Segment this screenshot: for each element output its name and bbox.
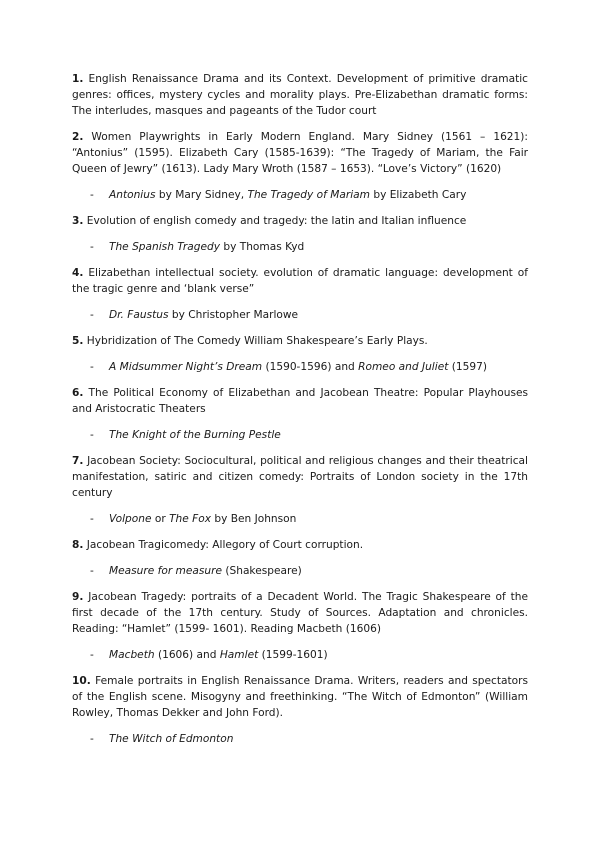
topic-text: The Political Economy of Elizabethan and Jacobean Theatre: Popular Playhouses and Aristocratic Theaters bbox=[72, 387, 528, 415]
reading-text: by Thomas Kyd bbox=[220, 241, 305, 253]
topic-paragraph bbox=[72, 537, 528, 553]
reading-item bbox=[72, 647, 528, 663]
reading-text: by Ben Johnson bbox=[211, 513, 297, 525]
work-title: Romeo and Juliet bbox=[358, 361, 449, 373]
topic-text: Hybridization of The Comedy William Shakespeare’s Early Plays. bbox=[86, 335, 428, 347]
reading-item bbox=[72, 511, 528, 527]
reading-text: (1597) bbox=[448, 361, 487, 373]
reading-item bbox=[72, 359, 528, 375]
reading-text: by Christopher Marlowe bbox=[168, 309, 299, 321]
reading-text: by Elizabeth Cary bbox=[369, 189, 467, 201]
topic-number: 6. bbox=[72, 387, 84, 399]
bullet-dash: - bbox=[90, 241, 94, 253]
bullet-dash: - bbox=[90, 189, 94, 201]
topic-paragraph bbox=[72, 589, 528, 637]
work-title: Measure for measure bbox=[109, 565, 222, 577]
reading-item bbox=[72, 563, 528, 579]
topic-text: Evolution of english comedy and tragedy: the latin and Italian influence bbox=[86, 215, 467, 227]
reading-text: (1590-1596) and bbox=[262, 361, 359, 373]
work-title: Dr. Faustus bbox=[109, 309, 169, 321]
topic-paragraph bbox=[72, 673, 528, 721]
reading-text: or bbox=[151, 513, 170, 525]
topic-number: 8. bbox=[72, 539, 84, 551]
topic-number: 10. bbox=[72, 675, 91, 687]
topic-number: 9. bbox=[72, 591, 84, 603]
topic-text: English Renaissance Drama and its Context. Development of primitive dramatic genres: offices, mystery cycles and morality plays. Pre-Elizabethan dramatic forms: The interludes, masques and pageants of the Tudor court bbox=[72, 73, 528, 117]
topic-text: Jacobean Tragedy: portraits of a Decadent World. The Tragic Shakespeare of the first decade of the 17th century. Study of Sources. Adaptation and chronicles. Reading: “Hamlet” (1599- 1601). Reading Macbeth (1606) bbox=[72, 591, 528, 635]
work-title: Macbeth bbox=[109, 649, 155, 661]
reading-text: (1599-1601) bbox=[258, 649, 328, 661]
bullet-dash: - bbox=[90, 733, 94, 745]
topic-text: Jacobean Society: Sociocultural, political and religious changes and their theatrical manifestation, satiric and citizen comedy: Portraits of London society in the 17th century bbox=[72, 455, 528, 499]
work-title: The Spanish Tragedy bbox=[109, 241, 221, 253]
topic-paragraph bbox=[72, 71, 528, 119]
topic-paragraph bbox=[72, 213, 528, 229]
bullet-dash: - bbox=[90, 649, 94, 661]
topic-paragraph bbox=[72, 265, 528, 297]
work-title: The Tragedy of Mariam bbox=[247, 189, 370, 201]
topic-number: 7. bbox=[72, 455, 84, 467]
work-title: The Knight of the Burning Pestle bbox=[109, 429, 281, 441]
work-title: Antonius bbox=[109, 189, 156, 201]
topic-number: 4. bbox=[72, 267, 84, 279]
bullet-dash: - bbox=[90, 309, 94, 321]
topic-number: 5. bbox=[72, 335, 84, 347]
work-title: A Midsummer Night’s Dream bbox=[109, 361, 263, 373]
topic-number: 1. bbox=[72, 73, 84, 85]
topic-number: 2. bbox=[72, 131, 84, 143]
topic-text: Jacobean Tragicomedy: Allegory of Court corruption. bbox=[86, 539, 364, 551]
reading-text: (1606) and bbox=[154, 649, 220, 661]
reading-text: (Shakespeare) bbox=[222, 565, 302, 577]
work-title: The Fox bbox=[169, 513, 211, 525]
work-title: Volpone bbox=[109, 513, 152, 525]
reading-item bbox=[72, 307, 528, 323]
topic-paragraph bbox=[72, 453, 528, 501]
reading-item bbox=[72, 239, 528, 255]
reading-item bbox=[72, 427, 528, 443]
bullet-dash: - bbox=[90, 429, 94, 441]
topic-number: 3. bbox=[72, 215, 84, 227]
bullet-dash: - bbox=[90, 565, 94, 577]
reading-item bbox=[72, 731, 528, 747]
reading-text: by Mary Sidney, bbox=[155, 189, 248, 201]
bullet-dash: - bbox=[90, 513, 94, 525]
work-title: Hamlet bbox=[219, 649, 259, 661]
reading-item bbox=[72, 187, 528, 203]
document-page bbox=[72, 71, 528, 757]
topic-paragraph bbox=[72, 129, 528, 177]
topic-paragraph bbox=[72, 333, 528, 349]
topic-text: Female portraits in English Renaissance Drama. Writers, readers and spectators of the English scene. Misogyny and freethinking. “The Witch of Edmonton” (William Rowley, Thomas Dekker and John Ford). bbox=[72, 675, 528, 719]
bullet-dash: - bbox=[90, 361, 94, 373]
topic-text: Women Playwrights in Early Modern England. Mary Sidney (1561 – 1621): “Antonius” (1595). Elizabeth Cary (1585-1639): “The Tragedy of Mariam, the Fair Queen of Jewry” (1613). Lady Mary Wroth (1587 – 1653). “Love’s Victory” (1620) bbox=[72, 131, 528, 175]
topic-paragraph bbox=[72, 385, 528, 417]
work-title: The Witch of Edmonton bbox=[109, 733, 234, 745]
topic-text: Elizabethan intellectual society. evolution of dramatic language: development of the tragic genre and ‘blank verse” bbox=[72, 267, 528, 295]
